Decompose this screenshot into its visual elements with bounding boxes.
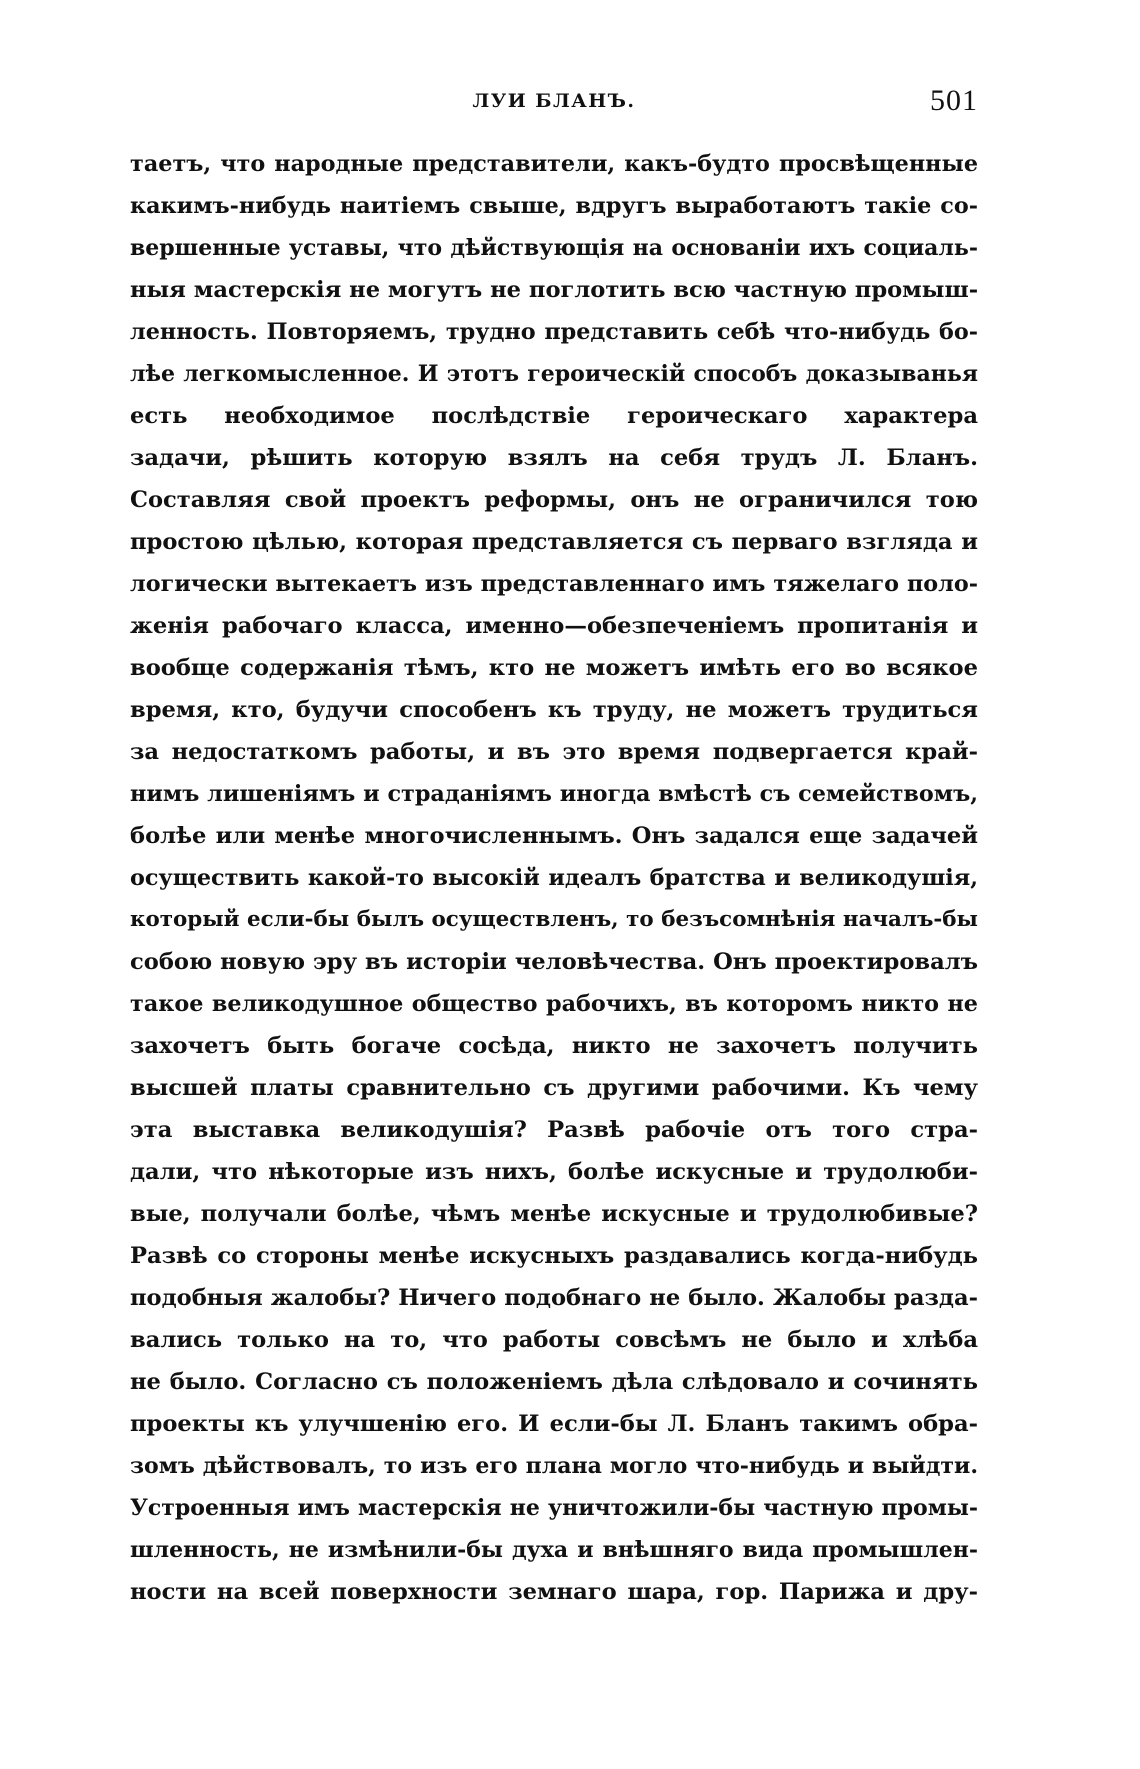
text-line: эта выставка великодушія? Развѣ рабочіе отъ того стра- <box>130 1117 978 1143</box>
page-header <box>130 84 978 124</box>
text-line: есть необходимое послѣдствіе героическаго характера <box>130 403 978 429</box>
text-line: захочетъ быть богаче сосѣда, никто не захочетъ получить <box>130 1033 978 1059</box>
text-line: ныя мастерскія не могутъ не поглотить всю частную промыш- <box>130 277 978 303</box>
text-line: логически вытекаетъ изъ представленнаго имъ тяжелаго поло- <box>130 571 978 597</box>
text-line: Устроенныя имъ мастерскія не уничтожили-бы частную промы- <box>130 1495 978 1521</box>
text-line: вались только на то, что работы совсѣмъ не было и хлѣба <box>130 1327 978 1353</box>
text-line: задачи, рѣшить которую взялъ на себя трудъ Л. Бланъ. <box>130 445 978 471</box>
text-line: вообще содержанія тѣмъ, кто не можетъ имѣть его во всякое <box>130 655 978 681</box>
running-title: ЛУИ БЛАНЪ. <box>472 90 636 112</box>
text-line: ности на всей поверхности земнаго шара, гор. Парижа и дру- <box>130 1579 978 1605</box>
text-line: Составляя свой проектъ реформы, онъ не ограничился тою <box>130 487 978 513</box>
text-line: осуществить какой-то высокій идеалъ братства и великодушія, <box>130 865 978 891</box>
text-line: высшей платы сравнительно съ другими рабочими. Къ чему <box>130 1075 978 1101</box>
text-line: болѣе или менѣе многочисленнымъ. Онъ задался еще задачей <box>130 823 978 849</box>
text-line: шленность, не измѣнили-бы духа и внѣшняго вида промышлен- <box>130 1537 978 1563</box>
text-line: проекты къ улучшенію его. И если-бы Л. Бланъ такимъ обра- <box>130 1411 978 1437</box>
text-line: время, кто, будучи способенъ къ труду, не можетъ трудиться <box>130 697 978 723</box>
text-line: такое великодушное общество рабочихъ, въ которомъ никто не <box>130 991 978 1017</box>
text-line: ленность. Повторяемъ, трудно представить себѣ что-нибудь бо- <box>130 319 978 345</box>
text-line: женія рабочаго класса, именно—обезпеченіемъ пропитанія и <box>130 613 978 639</box>
text-line: собою новую эру въ исторіи человѣчества. Онъ проектировалъ <box>130 949 978 975</box>
body-text <box>130 143 978 1613</box>
text-line: подобныя жалобы? Ничего подобнаго не было. Жалобы разда- <box>130 1285 978 1311</box>
text-line: простою цѣлью, которая представляется съ перваго взгляда и <box>130 529 978 555</box>
text-line: таетъ, что народные представители, какъ-будто просвѣщенные <box>130 151 978 177</box>
text-line: вершенные уставы, что дѣйствующія на основаніи ихъ социаль- <box>130 235 978 261</box>
text-line: который если-бы былъ осуществленъ, то безъсомнѣнія началъ-бы <box>130 907 978 932</box>
text-line: Развѣ со стороны менѣе искусныхъ раздавались когда-нибудь <box>130 1243 978 1269</box>
text-line: вые, получали болѣе, чѣмъ менѣе искусные и трудолюбивые? <box>130 1201 978 1227</box>
text-line: лѣе легкомысленное. И этотъ героическій способъ доказыванья <box>130 361 978 387</box>
text-line: какимъ-нибудь наитіемъ свыше, вдругъ выработаютъ такіе со- <box>130 193 978 219</box>
text-line: за недостаткомъ работы, и въ это время подвергается край- <box>130 739 978 765</box>
page-number: 501 <box>930 84 978 117</box>
text-line: дали, что нѣкоторые изъ нихъ, болѣе искусные и трудолюби- <box>130 1159 978 1185</box>
text-line: не было. Согласно съ положеніемъ дѣла слѣдовало и сочинять <box>130 1369 978 1395</box>
text-line: зомъ дѣйствовалъ, то изъ его плана могло что-нибудь и выйдти. <box>130 1453 978 1479</box>
text-line: нимъ лишеніямъ и страданіямъ иногда вмѣстѣ съ семействомъ, <box>130 781 978 807</box>
